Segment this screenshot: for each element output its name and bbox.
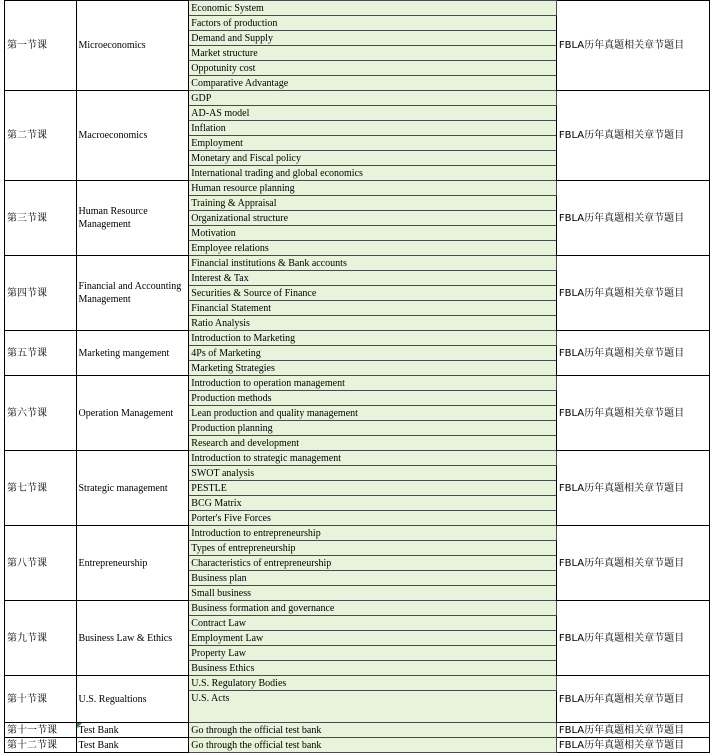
topic-cell[interactable]: Ratio Analysis [189, 316, 557, 331]
note-cell[interactable]: FBLA历年真题相关章节题目 [556, 723, 709, 738]
module-cell[interactable]: Financial and Accounting Management [76, 256, 189, 331]
section-label-cell[interactable]: 第十二节课 [5, 738, 77, 753]
topic-cell[interactable]: Business formation and governance [189, 601, 557, 616]
topic-cell[interactable]: Small business [189, 586, 557, 601]
table-row [5, 331, 710, 346]
topic-cell[interactable]: Business Ethics [189, 661, 557, 676]
topic-cell[interactable]: AD-AS model [189, 106, 557, 121]
topic-cell[interactable]: Comparative Advantage [189, 76, 557, 91]
module-cell[interactable]: Strategic management [76, 451, 189, 526]
section-label-cell[interactable]: 第二节课 [5, 91, 77, 181]
module-cell[interactable]: Microeconomics [76, 1, 189, 91]
topic-cell[interactable]: Interest & Tax [189, 271, 557, 286]
module-cell[interactable]: Test Bank [76, 723, 189, 738]
section-label-cell[interactable]: 第九节课 [5, 601, 77, 676]
note-cell[interactable]: FBLA历年真题相关章节题目 [556, 451, 709, 526]
table-row [5, 738, 710, 753]
module-cell[interactable]: Test Bank [76, 738, 189, 753]
topic-cell[interactable]: Inflation [189, 121, 557, 136]
section-label-cell[interactable]: 第十一节课 [5, 723, 77, 738]
topic-cell[interactable]: Production planning [189, 421, 557, 436]
topic-cell[interactable]: Human resource planning [189, 181, 557, 196]
cell-comment-marker-icon [77, 723, 82, 728]
topic-cell[interactable]: Property Law [189, 646, 557, 661]
topic-cell[interactable]: Securities & Source of Finance [189, 286, 557, 301]
section-label-cell[interactable]: 第八节课 [5, 526, 77, 601]
topic-cell[interactable]: Employee relations [189, 241, 557, 256]
topic-cell[interactable]: Financial Statement [189, 301, 557, 316]
module-cell[interactable]: Macroeconomics [76, 91, 189, 181]
topic-cell[interactable]: 4Ps of Marketing [189, 346, 557, 361]
module-cell[interactable]: Operation Management [76, 376, 189, 451]
table-row [5, 376, 710, 391]
section-label-cell[interactable]: 第七节课 [5, 451, 77, 526]
table-row [5, 181, 710, 196]
topic-cell[interactable]: Production methods [189, 391, 557, 406]
topic-cell[interactable]: Economic System [189, 1, 557, 16]
topic-cell[interactable]: Employment Law [189, 631, 557, 646]
topic-cell[interactable]: Research and development [189, 436, 557, 451]
note-cell[interactable]: FBLA历年真题相关章节题目 [556, 376, 709, 451]
topic-cell[interactable]: Characteristics of entrepreneurship [189, 556, 557, 571]
topic-cell[interactable]: Motivation [189, 226, 557, 241]
note-cell[interactable]: FBLA历年真题相关章节题目 [556, 256, 709, 331]
course-schedule-table [4, 0, 710, 753]
section-label-cell[interactable]: 第十节课 [5, 676, 77, 723]
section-label-cell[interactable]: 第四节课 [5, 256, 77, 331]
topic-cell[interactable]: Factors of production [189, 16, 557, 31]
note-cell[interactable]: FBLA历年真题相关章节题目 [556, 181, 709, 256]
topic-cell[interactable]: Contract Law [189, 616, 557, 631]
topic-cell[interactable]: Marketing Strategies [189, 361, 557, 376]
topic-cell[interactable]: Financial institutions & Bank accounts [189, 256, 557, 271]
topic-cell[interactable]: International trading and global economics [189, 166, 557, 181]
table-body [5, 1, 710, 753]
topic-cell[interactable]: Go through the official test bank [189, 738, 557, 753]
section-label-cell[interactable]: 第三节课 [5, 181, 77, 256]
module-cell[interactable]: Business Law & Ethics [76, 601, 189, 676]
note-cell[interactable]: FBLA历年真题相关章节题目 [556, 91, 709, 181]
topic-cell[interactable]: Introduction to entrepreneurship [189, 526, 557, 541]
module-cell[interactable]: Entrepreneurship [76, 526, 189, 601]
table-row [5, 451, 710, 466]
topic-cell[interactable]: Introduction to operation management [189, 376, 557, 391]
topic-cell[interactable]: Introduction to strategic management [189, 451, 557, 466]
table-row [5, 676, 710, 691]
topic-cell[interactable]: Go through the official test bank [189, 723, 557, 738]
table-row [5, 526, 710, 541]
note-cell[interactable]: FBLA历年真题相关章节题目 [556, 676, 709, 723]
topic-cell[interactable]: BCG Matrix [189, 496, 557, 511]
note-cell[interactable]: FBLA历年真题相关章节题目 [556, 738, 709, 753]
topic-cell[interactable]: SWOT analysis [189, 466, 557, 481]
topic-cell[interactable]: Monetary and Fiscal policy [189, 151, 557, 166]
topic-cell[interactable]: Lean production and quality management [189, 406, 557, 421]
module-cell[interactable]: U.S. Regualtions [76, 676, 189, 723]
topic-cell[interactable]: Market structure [189, 46, 557, 61]
section-label-cell[interactable]: 第六节课 [5, 376, 77, 451]
table-row [5, 723, 710, 738]
topic-cell[interactable]: PESTLE [189, 481, 557, 496]
note-cell[interactable]: FBLA历年真题相关章节题目 [556, 601, 709, 676]
table-row [5, 256, 710, 271]
table-row [5, 1, 710, 16]
topic-cell[interactable]: Organizational structure [189, 211, 557, 226]
note-cell[interactable]: FBLA历年真题相关章节题目 [556, 526, 709, 601]
topic-cell[interactable]: Demand and Supply [189, 31, 557, 46]
note-cell[interactable]: FBLA历年真题相关章节题目 [556, 331, 709, 376]
topic-cell[interactable]: Employment [189, 136, 557, 151]
topic-cell[interactable]: Types of entrepreneurship [189, 541, 557, 556]
topic-cell[interactable]: Business plan [189, 571, 557, 586]
topic-cell[interactable]: GDP [189, 91, 557, 106]
topic-cell[interactable]: Training & Appraisal [189, 196, 557, 211]
table-row [5, 91, 710, 106]
module-cell[interactable]: Human Resource Management [76, 181, 189, 256]
topic-cell[interactable]: Porter's Five Forces [189, 511, 557, 526]
topic-cell[interactable]: U.S. Acts [189, 691, 557, 723]
section-label-cell[interactable]: 第五节课 [5, 331, 77, 376]
note-cell[interactable]: FBLA历年真题相关章节题目 [556, 1, 709, 91]
topic-cell[interactable]: U.S. Regulatory Bodies [189, 676, 557, 691]
section-label-cell[interactable]: 第一节课 [5, 1, 77, 91]
topic-cell[interactable]: Introduction to Marketing [189, 331, 557, 346]
module-cell[interactable]: Marketing mangement [76, 331, 189, 376]
table-row [5, 601, 710, 616]
topic-cell[interactable]: Oppotunity cost [189, 61, 557, 76]
